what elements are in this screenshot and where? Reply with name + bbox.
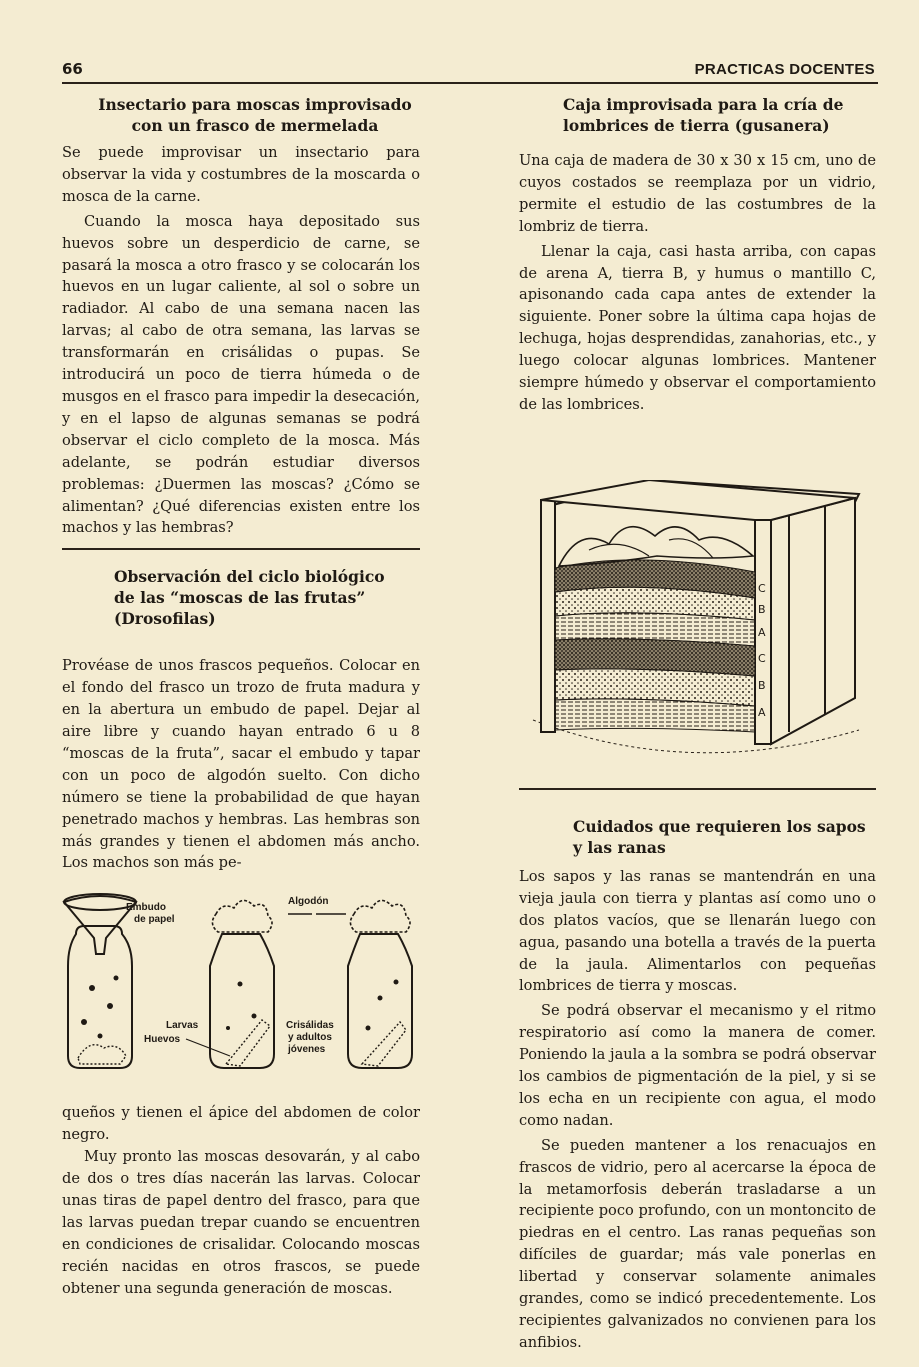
title-line: con un frasco de mermelada bbox=[131, 116, 379, 135]
cotton-plug-1 bbox=[212, 901, 272, 933]
jar-2 bbox=[210, 934, 274, 1068]
label-algodon: Algodón bbox=[288, 896, 329, 908]
page-number: 66 bbox=[62, 60, 83, 78]
paragraph: Llenar la caja, casi hasta arriba, con capas de arena A, tierra B, y humus o mantillo C, apisonando cada capa antes de extender la siguiente. Poner sobre la última capa hojas de lechuga, hojas desprendidas, zanahorias, etc., y luego colocar algunas lombrices. Mantener siempre húmedo y observar el comportamiento de las lombrices. bbox=[519, 242, 876, 413]
soil-layers bbox=[555, 560, 755, 732]
section-title-sapos bbox=[573, 816, 876, 858]
section-title-gusanera bbox=[563, 94, 876, 136]
label-embudo: Embudo bbox=[126, 902, 166, 914]
running-title: PRACTICAS DOCENTES bbox=[694, 61, 875, 78]
title-line: Insectario para moscas improvisado bbox=[98, 95, 412, 114]
layer-label: A bbox=[758, 705, 766, 719]
worm-box-illustration bbox=[519, 480, 876, 770]
cotton-plug-2 bbox=[350, 901, 410, 933]
paragraph: Se podrá observar el mecanismo y el ritmo respiratorio así como la manera de comer. Poniendo la jaula a la sombra se podrá observar los cambios de pigmentación de la piel, y si se los echa en un recipiente con agua, el modo como nadan. bbox=[519, 1002, 876, 1129]
paragraph: Provéase de unos frascos pequeños. Colocar en el fondo del frasco un trozo de fruta madura y en la abertura un embudo de papel. Dejar al aire libre y cuando hayan entrado 6 u 8 “moscas de la fruta”, sacar el embudo y tapar con un poco de algodón suelto. Con dicho número se tiene la probabilidad de que hayan penetrado machos y hembras. Las hembras son más grandes y tienen el abdomen más ancho. Los machos son más pe- bbox=[62, 657, 420, 872]
label-larvas: Larvas bbox=[166, 1020, 199, 1032]
jar-3 bbox=[348, 934, 412, 1068]
title-line: (Drosofilas) bbox=[114, 609, 216, 629]
paragraph: Muy pronto las moscas desovarán, y al cabo de dos o tres días nacerán las larvas. Colocar unas tiras de papel dentro del frasco, para que las larvas puedan trepar cuando se encuentren en condiciones de crisalidar. Colocando moscas recién nacidas en otros frascos, se puede obtener una segunda generación de moscas. bbox=[62, 1148, 420, 1297]
section-title-drosofilas bbox=[114, 566, 420, 629]
title-line: de las “moscas de las frutas” bbox=[114, 588, 366, 608]
label-huevos: Huevos bbox=[144, 1034, 181, 1046]
fruit-fly-jars-illustration bbox=[62, 888, 420, 1088]
paragraph: Los sapos y las ranas se mantendrán en una vieja jaula con tierra y plantas así como uno o dos platos vacíos, que se llenarán luego con agua, pasando una botella a través de la puerta de la jaula. Alimentarlos con pequeñas lombrices de tierra y moscas. bbox=[519, 867, 876, 995]
section-title-insectario bbox=[90, 94, 420, 136]
layer-label: B bbox=[758, 602, 766, 616]
title-line: y las ranas bbox=[573, 837, 666, 857]
title-line: Caja improvisada para la cría de bbox=[563, 95, 844, 114]
paragraph: Se pueden mantener a los renacuajos en frascos de vidrio, pero al acercarse la época de la metamorfosis deberán trasladarse a un recipiente poco profundo, con un montoncito de piedras en el centro. Las ranas pequeñas son difíciles de guardar; más vale ponerlas en libertad y conservar solamente animales grandes, como se indicó precedentemente. Los recipientes galvanizados no convienen para los anfibios. bbox=[519, 1136, 876, 1351]
section-divider bbox=[62, 548, 420, 550]
label-embudo: de papel bbox=[134, 914, 175, 926]
layer-label: C bbox=[758, 651, 766, 665]
layer-label: B bbox=[758, 678, 766, 692]
paragraph: queños y tienen el ápice del abdomen de color negro. bbox=[62, 1104, 420, 1144]
title-line: Observación del ciclo biológico bbox=[114, 567, 385, 587]
paragraph: Cuando la mosca haya depositado sus huevos sobre un desperdicio de carne, se pasará la mosca a otro frasco y se colocarán los huevos en un lugar caliente, al sol o sobre un radiador. Al cabo de una semana nacen las larvas; al cabo de otra semana, las larvas se transformarán en crisálidas o pupas. Se introducirá un poco de tierra húmeda o de musgos en el frasco para impedir la desecación, y en el lapso de algunas semanas se podrá observar el ciclo completo de la mosca. Más adelante, se podrán estudiar diversos problemas: ¿Duermen las moscas? ¿Cómo se alimentan? ¿Qué diferencias existen entre los machos y las hembras? bbox=[62, 212, 420, 537]
left-column bbox=[62, 92, 420, 1300]
layer-label: C bbox=[758, 581, 766, 595]
label-crisalidas: Crisálidas bbox=[286, 1020, 334, 1032]
layer-label: A bbox=[758, 625, 766, 639]
paragraph: Una caja de madera de 30 x 30 x 15 cm, uno de cuyos costados se reemplaza por un vidrio, permite el estudio de las costumbres de la lombriz de tierra. bbox=[519, 152, 876, 235]
section-divider bbox=[519, 788, 876, 790]
box-left-post bbox=[541, 500, 555, 732]
title-line: Cuidados que requieren los sapos bbox=[573, 816, 866, 836]
jar-1 bbox=[68, 926, 132, 1068]
paragraph: Se puede improvisar un insectario para observar la vida y costumbres de la moscarda o mosca de la carne. bbox=[62, 144, 420, 205]
label-crisalidas: jóvenes bbox=[288, 1044, 326, 1056]
title-line: lombrices de tierra (gusanera) bbox=[563, 116, 830, 135]
paper-strip bbox=[226, 1020, 270, 1066]
fruit-piece bbox=[78, 1045, 126, 1064]
label-crisalidas: y adultos bbox=[288, 1032, 332, 1044]
box-side-panel bbox=[771, 498, 855, 744]
right-column bbox=[519, 92, 876, 1354]
header-rule bbox=[62, 82, 878, 84]
